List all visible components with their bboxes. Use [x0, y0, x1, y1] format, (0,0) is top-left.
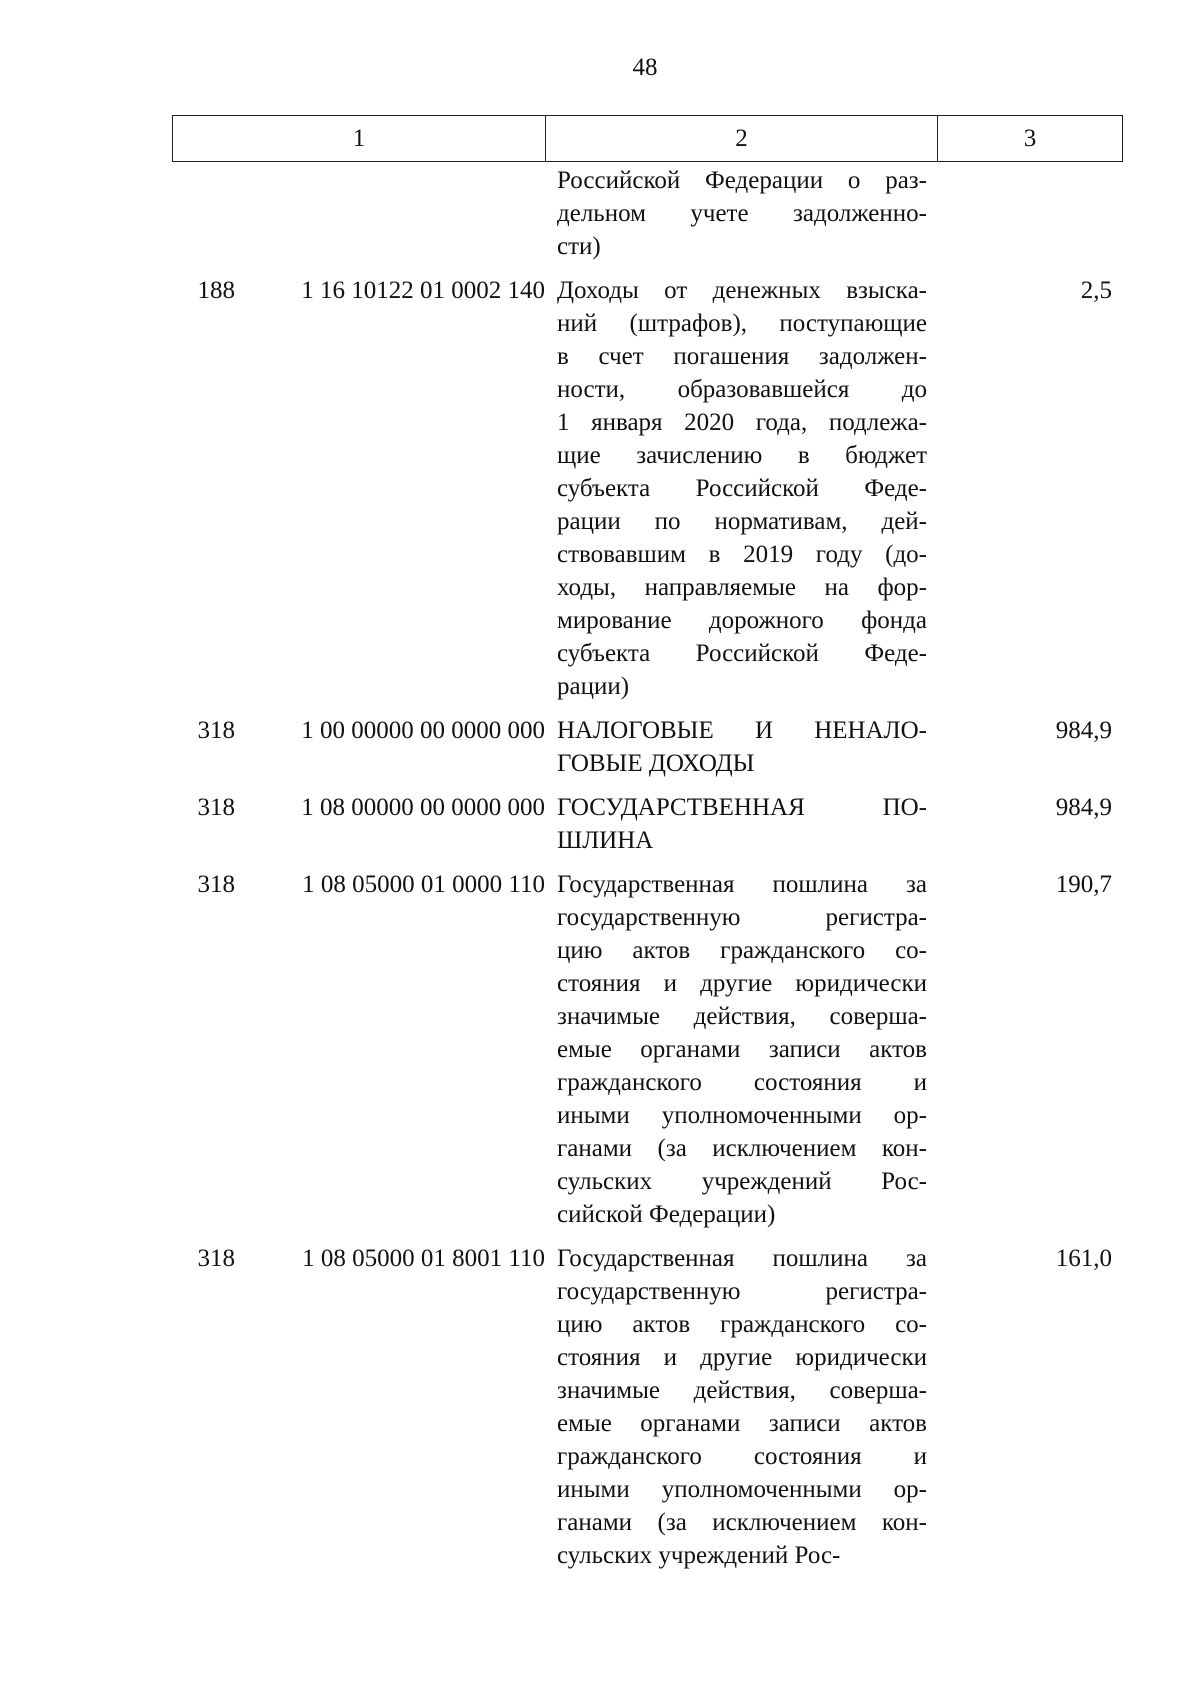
revenue-name-line: значимые действия, соверша- — [557, 1003, 927, 1030]
revenue-code-cell: 1 00 00000 00 0000 000 — [301, 717, 545, 744]
revenue-name-line: рации) — [557, 673, 630, 700]
table-row — [172, 714, 1122, 780]
revenue-name-line: гражданского состояния и — [557, 1069, 927, 1096]
admin-code-cell: 318 — [197, 717, 235, 744]
amount-cell: 190,7 — [1055, 871, 1112, 898]
admin-code-cell: 318 — [197, 794, 235, 821]
table-row — [172, 274, 1122, 703]
admin-code-cell: 318 — [197, 1245, 235, 1272]
revenue-name-line: ганами (за исключением кон- — [557, 1509, 927, 1536]
amount-cell: 984,9 — [1055, 794, 1112, 821]
header-col-3: 3 — [938, 116, 1123, 162]
revenue-name-line: НАЛОГОВЫЕ И НЕНАЛО- — [557, 717, 927, 744]
revenue-name-line: ствовавшим в 2019 году (до- — [557, 541, 927, 568]
table-header — [172, 115, 1123, 162]
amount-cell: 984,9 — [1055, 717, 1112, 744]
revenue-name-line: Российской Федерации о раз- — [557, 167, 927, 194]
revenue-code-cell: 1 16 10122 01 0002 140 — [301, 277, 545, 304]
admin-code-cell — [172, 164, 235, 263]
header-col-2: 2 — [546, 116, 938, 162]
revenue-name-line: емые органами записи актов — [557, 1036, 927, 1063]
revenue-name-line: субъекта Российской Феде- — [557, 640, 927, 667]
revenue-name-line: в счет погашения задолжен- — [557, 343, 927, 370]
revenue-name-line: сульских учреждений Рос- — [557, 1168, 927, 1195]
revenue-name-line: стояния и другие юридически — [557, 970, 927, 997]
revenue-name-line: емые органами записи актов — [557, 1410, 927, 1437]
admin-code-cell: 318 — [197, 871, 235, 898]
revenue-name-line: ности, образовавшейся до — [557, 376, 927, 403]
revenue-name-cell — [557, 1242, 927, 1572]
revenue-name-line: Доходы от денежных взыска- — [557, 277, 927, 304]
page-number: 48 — [632, 54, 658, 81]
revenue-name-line: значимые действия, соверша- — [557, 1377, 927, 1404]
revenue-name-line: ний (штрафов), поступающие — [557, 310, 927, 337]
revenue-name-line: ходы, направляемые на фор- — [557, 574, 927, 601]
revenue-name-line: иными уполномоченными ор- — [557, 1102, 927, 1129]
revenue-name-line: субъекта Российской Феде- — [557, 475, 927, 502]
revenue-name-line: ГОВЫЕ ДОХОДЫ — [557, 750, 755, 777]
header-col-1: 1 — [173, 116, 546, 162]
revenue-name-line: иными уполномоченными ор- — [557, 1476, 927, 1503]
revenue-name-cell — [557, 274, 927, 703]
revenue-code-cell: 1 08 00000 00 0000 000 — [301, 794, 545, 821]
revenue-name-line: рации по нормативам, дей- — [557, 508, 927, 535]
revenue-name-line: ШЛИНА — [557, 827, 654, 854]
table-header-row — [173, 116, 1123, 162]
revenue-name-line: цию актов гражданского со- — [557, 937, 927, 964]
revenue-code-cell: 1 08 05000 01 0000 110 — [302, 871, 545, 898]
revenue-name-line: щие зачислению в бюджет — [557, 442, 927, 469]
table-row — [172, 1242, 1122, 1572]
revenue-name-line: Государственная пошлина за — [557, 871, 927, 898]
revenue-code-cell: 1 08 05000 01 8001 110 — [302, 1245, 545, 1272]
revenue-name-line: стояния и другие юридически — [557, 1344, 927, 1371]
table-row — [172, 868, 1122, 1231]
revenue-name-cell — [557, 791, 927, 857]
revenue-code-cell — [235, 164, 545, 263]
revenue-name-cell — [557, 868, 927, 1231]
revenue-name-line: 1 января 2020 года, подлежа- — [557, 409, 927, 436]
revenue-name-line: Государственная пошлина за — [557, 1245, 927, 1272]
table-row — [172, 164, 1122, 263]
revenue-name-line: мирование дорожного фонда — [557, 607, 927, 634]
revenue-name-cell — [557, 164, 927, 263]
revenue-name-line: ГОСУДАРСТВЕННАЯ ПО- — [557, 794, 927, 821]
revenue-name-line: сийской Федерации) — [557, 1201, 776, 1228]
revenue-name-line: сульских учреждений Рос- — [557, 1542, 841, 1569]
amount-cell: 161,0 — [1055, 1245, 1112, 1272]
revenue-name-line: государственную регистра- — [557, 904, 927, 931]
revenue-name-line: ганами (за исключением кон- — [557, 1135, 927, 1162]
revenue-name-cell — [557, 714, 927, 780]
revenue-name-line: дельном учете задолженно- — [557, 200, 927, 227]
amount-cell — [927, 164, 1122, 263]
table-row — [172, 791, 1122, 857]
table-body — [172, 162, 1122, 1583]
revenue-name-line: гражданского состояния и — [557, 1443, 927, 1470]
admin-code-cell: 188 — [197, 277, 235, 304]
revenue-name-line: государственную регистра- — [557, 1278, 927, 1305]
revenue-name-line: цию актов гражданского со- — [557, 1311, 927, 1338]
amount-cell: 2,5 — [1080, 277, 1112, 304]
revenue-name-line: сти) — [557, 233, 601, 260]
